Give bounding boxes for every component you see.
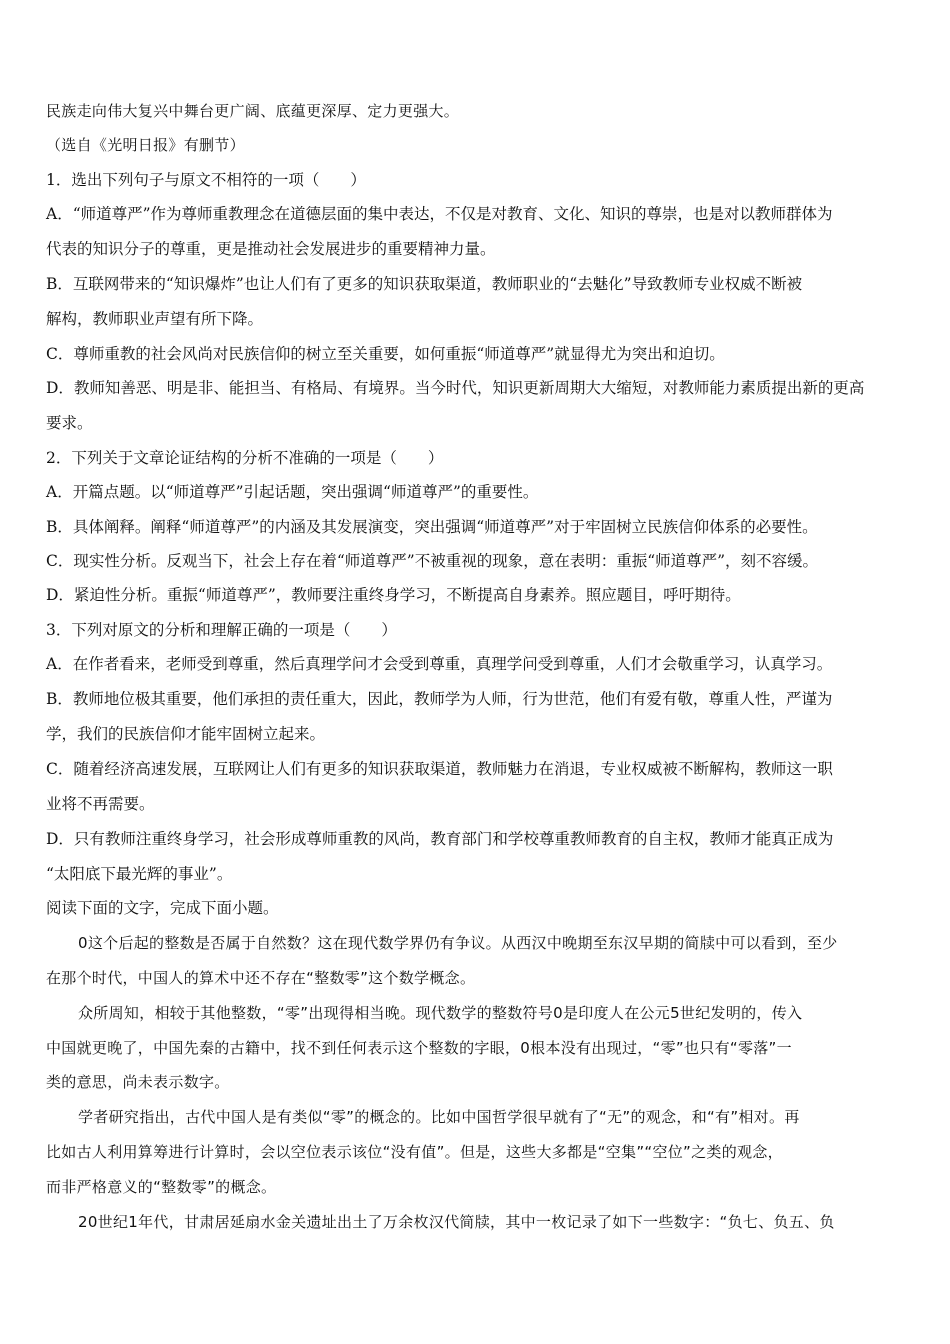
source-note: （选自《光明日报》有删节） <box>46 136 245 154</box>
question-3: 3．下列对原文的分析和理解正确的一项是（ ） <box>46 621 397 639</box>
q3-option-d-cont: “太阳底下最光辉的事业”。 <box>46 865 233 883</box>
passage-paragraph-1: 0这个后起的整数是否属于自然数？这在现代数学界仍有争议。从西汉中晚期至东汉早期的简牍中可以看到，至少 <box>78 934 838 952</box>
q1-option-c: C．尊师重教的社会风尚对民族信仰的树立至关重要，如何重振“师道尊严”就显得尤为突出和迫切。 <box>46 345 725 363</box>
reading-instruction: 阅读下面的文字，完成下面小题。 <box>46 899 279 917</box>
q3-option-b: B．教师地位极其重要，他们承担的责任重大，因此，教师学为人师，行为世范，他们有爱有敬，尊重人性，严谨为 <box>46 690 833 708</box>
q1-option-a: A．“师道尊严”作为尊师重教理念在道德层面的集中表达，不仅是对教育、文化、知识的尊崇，也是对以教师群体为 <box>46 205 833 223</box>
q1-option-d: D．教师知善恶、明是非、能担当、有格局、有境界。当今时代，知识更新周期大大缩短，对教师能力素质提出新的更高 <box>46 379 865 397</box>
q3-option-c-cont: 业将不再需要。 <box>46 795 155 813</box>
q3-option-a: A．在作者看来，老师受到尊重，然后真理学问才会受到尊重，真理学问受到尊重，人们才会敬重学习，认真学习。 <box>46 655 833 673</box>
q2-option-a: A．开篇点题。以“师道尊严”引起话题，突出强调“师道尊严”的重要性。 <box>46 483 539 501</box>
q3-option-c: C．随着经济高速发展，互联网让人们有更多的知识获取渠道，教师魅力在消退，专业权威被不断解构，教师这一职 <box>46 760 833 778</box>
q3-option-b-cont: 学，我们的民族信仰才能牢固树立起来。 <box>46 725 326 743</box>
q1-option-a-cont: 代表的知识分子的尊重，更是推动社会发展进步的重要精神力量。 <box>46 240 496 258</box>
question-1: 1．选出下列句子与原文不相符的一项（ ） <box>46 171 366 189</box>
question-2: 2．下列关于文章论证结构的分析不准确的一项是（ ） <box>46 449 444 467</box>
passage-paragraph-2: 众所周知，相较于其他整数，“零”出现得相当晚。现代数学的整数符号0是印度人在公元5世纪发明的，传入 <box>78 1004 803 1022</box>
q1-option-b: B．互联网带来的“知识爆炸”也让人们有了更多的知识获取渠道，教师职业的“去魅化”导致教师专业权威不断被 <box>46 275 803 293</box>
q3-option-d: D．只有教师注重终身学习，社会形成尊师重教的风尚，教育部门和学校尊重教师教育的自主权，教师才能真正成为 <box>46 830 834 848</box>
text-line: 民族走向伟大复兴中舞台更广阔、底蕴更深厚、定力更强大。 <box>46 102 460 120</box>
q2-option-c: C．现实性分析。反观当下，社会上存在着“师道尊严”不被重视的现象，意在表明：重振“师道尊严”，刻不容缓。 <box>46 552 819 570</box>
passage-line: 比如古人利用算筹进行计算时，会以空位表示该位“没有值”。但是，这些大多都是“空集”“空位”之类的观念， <box>46 1143 783 1161</box>
passage-line: 在那个时代，中国人的算术中还不存在“整数零”这个数学概念。 <box>46 969 476 987</box>
q2-option-d: D．紧迫性分析。重振“师道尊严”，教师要注重终身学习，不断提高自身素养。照应题目，呼吁期待。 <box>46 586 741 604</box>
passage-line: 类的意思，尚未表示数字。 <box>46 1073 230 1091</box>
passage-line: 中国就更晚了，中国先秦的古籍中，找不到任何表示这个整数的字眼，0根本没有出现过，“零”也只有“零落”一 <box>46 1039 792 1057</box>
passage-paragraph-4: 20世纪1年代，甘肃居延扇水金关遗址出土了万余枚汉代简牍，其中一枚记录了如下一些数字：“负七、负五、负 <box>78 1213 835 1231</box>
passage-paragraph-3: 学者研究指出，古代中国人是有类似“零”的概念的。比如中国哲学很早就有了“无”的观念，和“有”相对。再 <box>78 1108 800 1126</box>
q1-option-b-cont: 解构，教师职业声望有所下降。 <box>46 310 264 328</box>
q2-option-b: B．具体阐释。阐释“师道尊严”的内涵及其发展演变，突出强调“师道尊严”对于牢固树立民族信仰体系的必要性。 <box>46 518 818 536</box>
passage-line: 而非严格意义的“整数零”的概念。 <box>46 1178 277 1196</box>
q1-option-d-cont: 要求。 <box>46 414 93 432</box>
